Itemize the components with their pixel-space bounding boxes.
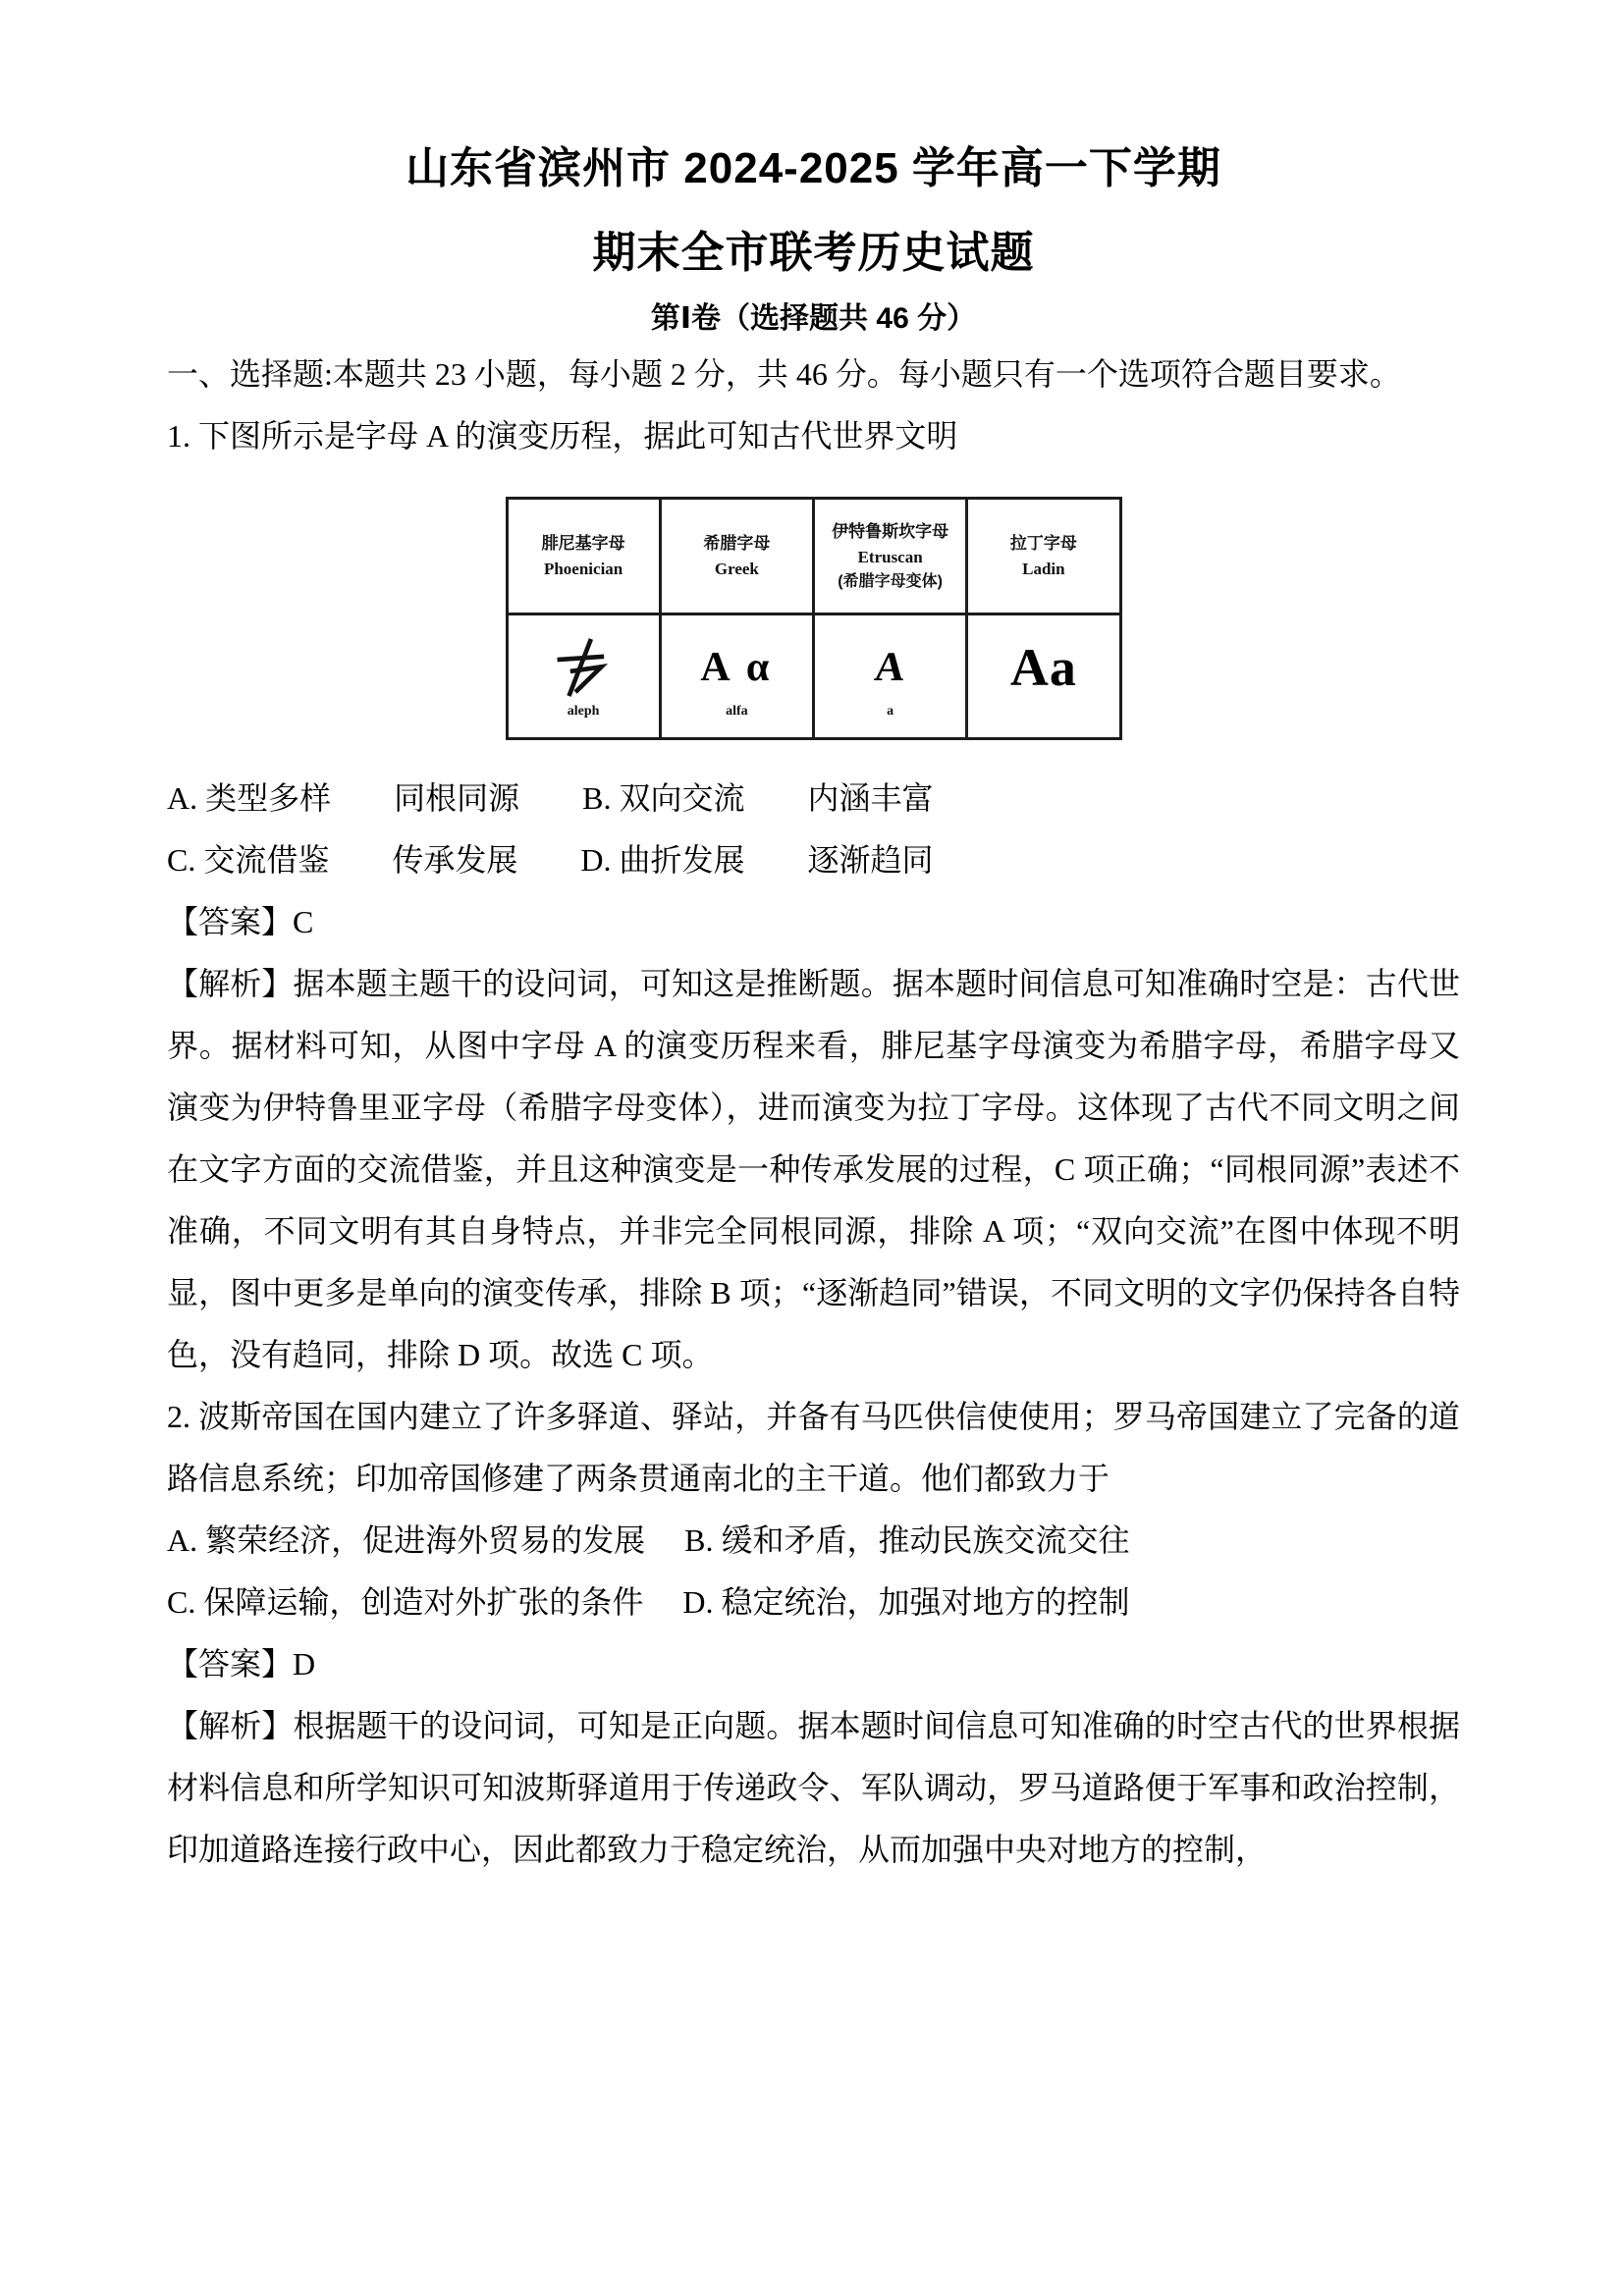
phoenician-aleph-icon — [551, 635, 616, 700]
q2-options-row2: C. 保障运输，创造对外扩张的条件 D. 稳定统治，加强对地方的控制 — [167, 1584, 1130, 1620]
latin-letter-glyph: Aa — [1009, 638, 1077, 697]
header-cell-phoenician — [507, 499, 660, 614]
glyph-cell-phoenician — [507, 614, 660, 739]
exam-title-line2: 期末全市联考历史试题 — [592, 229, 1035, 277]
header-cell-etruscan — [814, 499, 967, 614]
latin-en-label: Ladin — [1022, 559, 1065, 578]
letter-evolution-table — [506, 497, 1122, 740]
section-heading: 第Ⅰ卷（选择题共 46 分） — [650, 302, 977, 335]
header-cell-greek — [660, 499, 813, 614]
table-header-row — [507, 499, 1120, 614]
latin-cn-label: 拉丁字母 — [1009, 533, 1077, 553]
greek-letter-glyph: A α — [700, 645, 774, 690]
q2-analysis: 【解析】根据题干的设问词，可知是正向题。据本题时间信息可知准确的时空古代的世界根据材料信息和所学知识可知波斯驿道用于传递政令、军队调动，罗马道路便于军事和政治控制，印加道路连接行政中心，因此都致力于稳定统治，从而加强中央对地方的控制， — [167, 1708, 1460, 1867]
greek-cn-label: 希腊字母 — [703, 533, 771, 553]
etruscan-note-label: (希腊字母变体) — [838, 572, 943, 590]
q1-options-row1: A. 类型多样 同根同源 B. 双向交流 内涵丰富 — [167, 780, 934, 816]
latin-caption — [972, 703, 1114, 721]
etruscan-cn-label: 伊特鲁斯坎字母 — [832, 521, 949, 541]
etruscan-letter-glyph: A — [873, 645, 908, 690]
phoenician-cn-label: 腓尼基字母 — [541, 533, 625, 553]
exam-title-line1: 山东省滨州市 2024-2025 学年高一下学期 — [406, 144, 1221, 192]
glyph-cell-greek — [660, 614, 813, 739]
q1-answer: 【答案】C — [167, 904, 314, 939]
etruscan-caption: a — [887, 704, 894, 719]
header-cell-latin — [967, 499, 1120, 614]
section-intro-text: 一、选择题:本题共 23 小题，每小题 2 分，共 46 分。每小题只有一个选项符合题目要求。 — [167, 356, 1401, 392]
phoenician-en-label: Phoenician — [543, 559, 623, 578]
glyph-cell-etruscan — [814, 614, 967, 739]
q2-answer: 【答案】D — [167, 1646, 316, 1682]
greek-caption: alfa — [726, 704, 748, 719]
q1-analysis: 【解析】据本题主题干的设问词，可知这是推断题。据本题时间信息可知准确时空是：古代世界。据材料可知，从图中字母 A 的演变历程来看，腓尼基字母演变为希腊字母，希腊字母又演变为伊特鲁里亚字母（希腊字母变体），进而演变为拉丁字母。这体现了古代不同文明之间在文字方面的交流借鉴，并且这种演变是一种传承发展的过程，C 项正确；“同根同源”表述不准确，不同文明有其自身特点，并非完全同根同源，排除 A 项；“双向交流”在图中体现不明显，图中更多是单向的演变传承，排除 B 项；“逐渐趋同”错误，不同文明的文字仍保持各自特色，没有趋同，排除 D 项。故选 C 项。 — [167, 966, 1460, 1372]
greek-en-label: Greek — [714, 559, 759, 578]
q1-options-row2: C. 交流借鉴 传承发展 D. 曲折发展 逐渐趋同 — [167, 842, 934, 878]
phoenician-aleph-icon — [513, 632, 655, 703]
table-glyph-row — [507, 614, 1120, 739]
etruscan-en-label: Etruscan — [857, 547, 923, 566]
q1-stem: 1. 下图所示是字母 A 的演变历程，据此可知古代世界文明 — [167, 418, 958, 454]
phoenician-caption: aleph — [567, 704, 600, 719]
q2-options-row1: A. 繁荣经济，促进海外贸易的发展 B. 缓和矛盾，推动民族交流交往 — [167, 1522, 1130, 1558]
q2-stem: 2. 波斯帝国在国内建立了许多驿道、驿站，并备有马匹供信使使用；罗马帝国建立了完备的道路信息系统；印加帝国修建了两条贯通南北的主干道。他们都致力于 — [167, 1399, 1460, 1496]
glyph-cell-latin — [967, 614, 1120, 739]
